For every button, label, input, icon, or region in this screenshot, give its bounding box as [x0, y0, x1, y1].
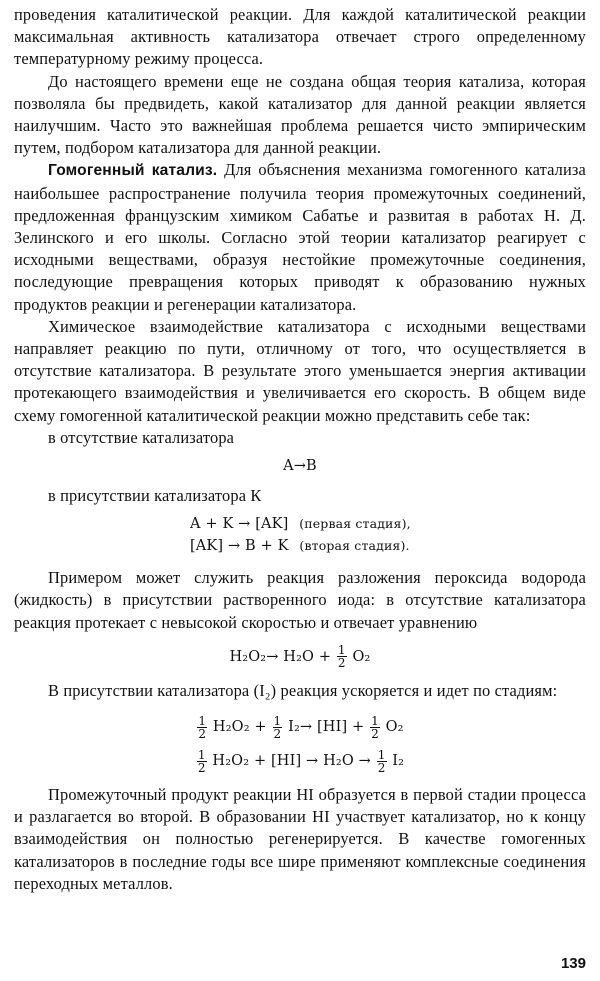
- section-heading-homogeneous-catalysis: Гомогенный катализ.: [48, 162, 218, 180]
- stage-2-note: (вторая стадия).: [299, 538, 410, 554]
- fraction-numerator: 1: [197, 747, 206, 762]
- stage-1-line: [190, 513, 586, 535]
- page-number: 139: [560, 955, 586, 972]
- formula-step-1-part-a: H₂O₂ +: [212, 719, 267, 736]
- equation-peroxide-decomposition: [14, 640, 586, 674]
- label-with-catalyst: в присутствии катализатора К: [48, 486, 262, 506]
- stage-2-line: [190, 535, 586, 557]
- formula-peroxide-right: O₂: [352, 648, 371, 665]
- fraction-one-half: [337, 644, 347, 669]
- paragraph-homogeneous-catalysis: [14, 159, 586, 315]
- fraction-denominator: 2: [197, 760, 206, 775]
- fraction-denominator: 2: [371, 726, 379, 741]
- stage-2-equation: [AK] → B + K: [190, 538, 289, 555]
- fraction-denominator: 2: [377, 760, 386, 775]
- fraction-one-half: [370, 715, 380, 740]
- fraction-numerator: 1: [337, 643, 346, 658]
- formula-step-2-part-a: H₂O₂ + [HI] → H₂O →: [212, 753, 371, 770]
- formula-a-to-b: A→B: [283, 458, 317, 475]
- fraction-denominator: 2: [198, 726, 207, 741]
- fraction-one-half: [197, 715, 207, 740]
- paragraph-intermediate-product: Промежуточный продукт реакции HI образуется в первой стадии процесса и разлагается во второй. В образовании HI участвует катализатор, но к концу взаимодействия он полностью регенерируется. В качестве гомогенных катализаторов в последние годы все шире применяют комплексные соединения переходных металлов.: [14, 785, 586, 893]
- fraction-one-half: [377, 749, 387, 774]
- paragraph-homogeneous-body: Для объяснения механизма гомогенного катализа наибольшее распространение получила теория промежуточных соединений, предложенная французским химиком Сабатье и развитая в работах Н. Д. Зелинского и его школы. Согласно этой теории катализатор реагирует с исходными веществами, образуя нестойкие промежуточные соединения, последующие превращения которых приводят к образованию нужных продуктов реакции и регенерации катализатора.: [14, 160, 586, 314]
- fraction-denominator: 2: [273, 726, 282, 741]
- formula-step-1-part-c: O₂: [385, 719, 404, 736]
- formula-step-1-part-b: I₂→ [HI] +: [288, 719, 365, 736]
- fraction-numerator: 1: [273, 713, 282, 728]
- page-text: [14, 4, 586, 895]
- fraction-numerator: 1: [371, 713, 379, 728]
- paragraph-with-iodine: В присутствии катализатора (I₂) реакция ускоряется и идет по стадиям:: [48, 680, 558, 700]
- label-without-catalyst: в отсутствие катализатора: [48, 427, 235, 447]
- catalysis-stages: [14, 513, 586, 557]
- fraction-numerator: 1: [377, 747, 386, 762]
- fraction-denominator: 2: [337, 656, 346, 671]
- formula-peroxide: [14, 640, 586, 674]
- fraction-one-half: [197, 749, 207, 774]
- formula-step-2-part-b: I₂: [392, 753, 405, 770]
- formula-peroxide-left: H₂O₂→ H₂O +: [229, 648, 332, 665]
- equation-stages-iodine: [14, 710, 586, 778]
- paragraph-peroxide-example: Примером может служить реакция разложения пероксида водорода (жидкость) в присутствии растворенного иода: в отсутствие катализатора реакция протекает с невысокой скоростью и отвечает уравнению: [14, 568, 586, 632]
- formula-step-1: [14, 710, 586, 744]
- fraction-numerator: 1: [198, 713, 207, 728]
- stage-1-note: (первая стадия),: [299, 516, 411, 532]
- formula-step-2: [14, 744, 586, 778]
- paragraph-continuation: проведения каталитической реакции. Для каждой каталитической реакции максимальная активность катализатора отвечает строго определенному температурному режиму процесса.: [14, 5, 586, 69]
- stage-1-equation: A + K → [AK]: [190, 516, 289, 533]
- fraction-one-half: [273, 715, 283, 740]
- paragraph-chemical-interaction: Химическое взаимодействие катализатора с исходными веществами направляет реакцию по пути, отличному от того, что осуществляется в отсутствие катализатора. В результате этого уменьшается энергия активации протекающего взаимодействия и увеличивается его скорость. В общем виде схему гомогенной каталитической реакции можно представить себе так:: [14, 316, 586, 425]
- paragraph-general-theory: До настоящего времени еще не создана общая теория катализа, которая позволяла бы предвидеть, какой катализатор для данной реакции является наилучшим. Часто это важнейшая проблема решается чисто эмпирическим путем, подбором катализатора для данной реакции.: [14, 71, 586, 158]
